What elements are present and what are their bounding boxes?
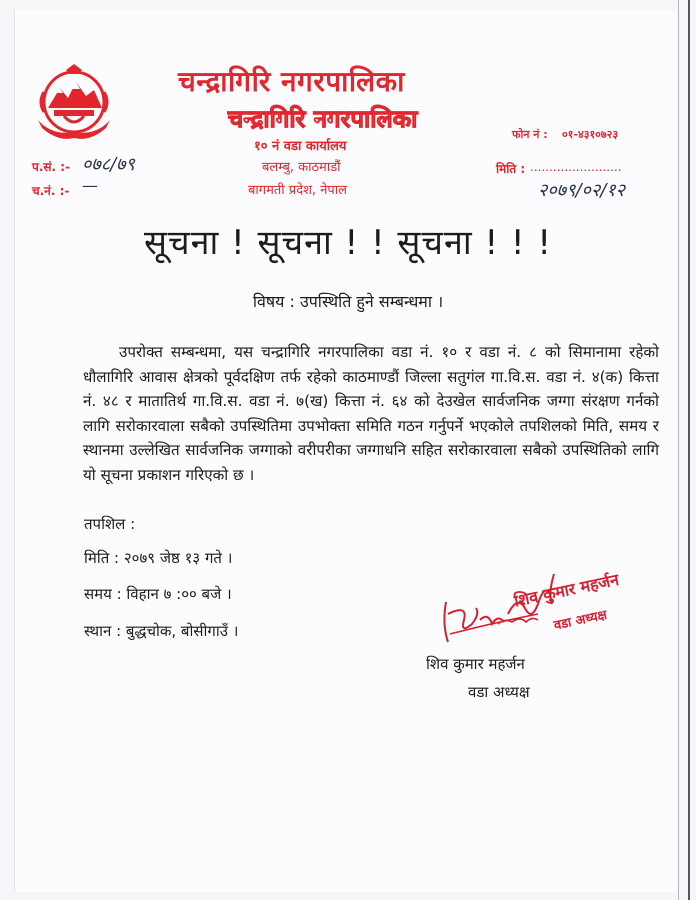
stamp-name: शिव कुमार महर्जन [512,569,621,611]
scan-edge-dark [688,0,690,900]
stamp-role: वडा अध्यक्ष [552,607,609,634]
notice-body [83,340,659,487]
notice-subject: विषय : उपस्थिति हुने सम्बन्धमा । [252,292,444,311]
municipality-name: चन्द्रागिरि नगरपालिका [178,65,405,98]
details-place: स्थान : बुद्धचोक, बोसीगाउँ । [84,622,239,640]
details-time: समय : विहान ७ :०० बजे । [84,585,232,603]
cn-number: — [82,176,98,195]
office-address: बलम्बु, काठमाडौं [262,160,341,175]
nepal-emblem-icon [30,62,118,146]
ward-office-name: १० नं वडा कार्यालय [254,139,347,154]
scan-edge [678,0,679,900]
phone-number: ०१-४३१०७२३ [562,128,619,141]
date-line: ........................ [530,160,622,174]
details-title: तपशिल : [84,515,136,533]
ps-label: प.सं. :- [32,160,71,174]
date-label: मिति : [496,162,526,176]
signatory-role: वडा अध्यक्ष [468,683,530,701]
signatory-name: शिव कुमार महर्जन [426,655,525,673]
notice-body-text: उपरोक्त सम्बन्धमा, यस चन्द्रागिरि नगरपालिका वडा नं. १० र वडा नं. ८ को सिमानामा रहेको धौलागिरि आवास क्षेत्रको पूर्वदक्षिण तर्फ रहेको काठमाण्डौं जिल्ला सतुगंल गा.वि.स. वडा नं. ४(क) कित्ता नं. ४८ र मातातिर्थ गा.वि.स. वडा नं. ७(ख) कित्ता नं. ६४ को देउखेल सार्वजनिक जग्गा संरक्षण गर्नको लागि सरोकारवाला सबैको उपस्थितिमा उपभोक्ता समिति गठन गर्नुपर्ने भएकोले तपशिलको मिति, समय र स्थानमा उल्लेखित सार्वजनिक जग्गाको वरीपरीका जग्गाधनि सहित सरोकारवाला सबैको उपस्थितिको लागि यो सूचना प्रकाशन गरिएको छ । [83,343,659,484]
details-date: मिति : २०७९ जेष्ठ १३ गते । [84,549,233,567]
phone-label: फोन नं : [512,128,548,141]
handwritten-date: २०७९/०२/१२ [538,180,626,201]
ps-number: ०७८/७९ [82,154,135,175]
municipality-watermark: चन्द्रागिरि नगरपालिका [228,105,418,133]
office-province: बागमती प्रदेश, नेपाल [248,183,347,198]
notice-title: सूचना ! सूचना ! ! सूचना ! ! ! [144,223,552,263]
cn-label: च.नं. :- [32,184,70,198]
